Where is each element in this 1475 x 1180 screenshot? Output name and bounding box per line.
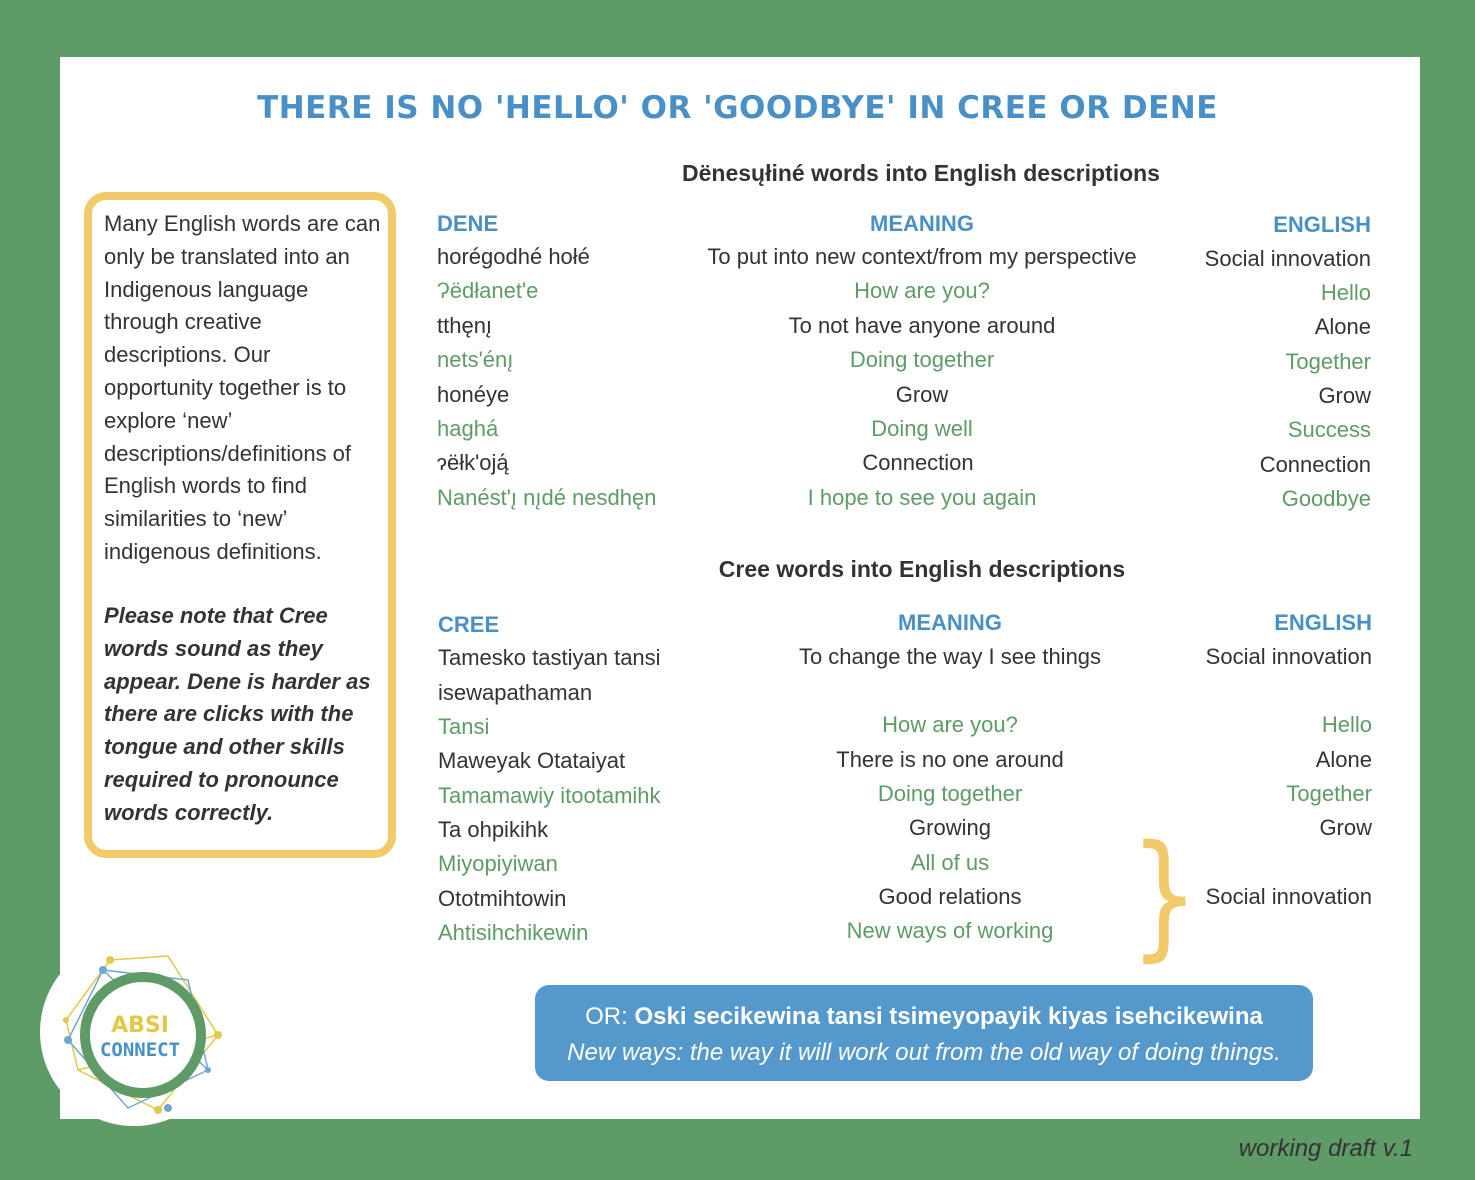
cree-english: Grow <box>1319 815 1372 840</box>
dene-word: Ɂëdłanet'e <box>437 278 539 303</box>
cree-meaning: There is no one around <box>836 747 1064 772</box>
dene-meaning: How are you? <box>854 278 990 303</box>
cree-word: Tamesko tastiyan tansi <box>438 645 661 670</box>
dene-section-heading: Dënesųłiné words into English descriptions <box>682 160 1160 186</box>
page-title: THERE IS NO 'HELLO' OR 'GOODBYE' IN CREE OR DENE <box>257 90 1218 126</box>
dene-meaning: To not have anyone around <box>788 313 1056 338</box>
dene-word: nets'énı̨ <box>437 347 514 372</box>
dene-meaning: I hope to see you again <box>807 485 1037 510</box>
dene-english: Goodbye <box>1281 486 1371 511</box>
cree-section-heading: Cree words into English descriptions <box>718 556 1126 582</box>
dene-english: Success <box>1287 417 1371 442</box>
or-prefix: OR: <box>585 1003 635 1030</box>
dene-english: Social innovation <box>1204 246 1371 271</box>
cree-meaning: Doing together <box>877 781 1023 806</box>
dene-word: Nanést'ı̨ nı̨dé nesdhęn <box>437 485 657 510</box>
dene-english: Grow <box>1318 383 1371 408</box>
cree-word: Miyopiyiwan <box>438 851 558 876</box>
cree-english: Together <box>1286 781 1372 806</box>
cree-meaning: New ways of working <box>846 918 1054 943</box>
dene-word: tthęnı̨ <box>437 313 493 338</box>
cree-grouped-english: Social innovation <box>1205 884 1372 909</box>
phrase-translation: New ways: the way it will work out from the old way of doing things. <box>567 1039 1281 1066</box>
cree-phrase: Oski secikewina tansi tsimeyopayik kiyas isehcikewina <box>634 1003 1263 1030</box>
dene-word: horégodhé hołé <box>437 244 590 269</box>
cree-word: Ototmihtowin <box>438 886 567 911</box>
cree-meaning: How are you? <box>882 712 1018 737</box>
cree-word-continued: isewapathaman <box>438 680 593 705</box>
cree-meaning-header: MEANING <box>898 610 1002 635</box>
cree-english-header: ENGLISH <box>1274 610 1372 635</box>
cree-word: Tansi <box>438 714 490 739</box>
dene-english: Together <box>1285 349 1371 374</box>
cree-meaning: Good relations <box>878 884 1022 909</box>
dene-meaning: Grow <box>895 382 949 407</box>
dene-column-header: DENE <box>437 211 499 236</box>
dene-meaning: Connection <box>862 450 974 475</box>
dene-english-header: ENGLISH <box>1273 212 1371 237</box>
dene-english: Hello <box>1320 280 1371 305</box>
cree-word: Ahtisihchikewin <box>438 920 589 945</box>
cree-english: Social innovation <box>1205 644 1372 669</box>
dene-meaning: To put into new context/from my perspective <box>707 244 1137 269</box>
alternative-phrase <box>535 1003 1313 1031</box>
cree-meaning: To change the way I see things <box>798 644 1102 669</box>
logo-line1: ABSI <box>111 1013 169 1038</box>
cree-word: Tamamawiy itootamihk <box>438 783 661 808</box>
dene-meaning-header: MEANING <box>870 211 974 236</box>
draft-label: working draft v.1 <box>1238 1135 1413 1162</box>
grouping-brace: } <box>1129 817 1199 975</box>
dene-meaning: Doing well <box>871 416 973 441</box>
cree-english: Hello <box>1321 712 1372 737</box>
cree-column-header: CREE <box>438 612 500 637</box>
cree-meaning: All of us <box>910 850 990 875</box>
logo-line2: CONNECT <box>99 1039 181 1061</box>
dene-word: ɂëłk'oją́ <box>437 450 509 475</box>
cree-word: Ta ohpikihk <box>438 817 549 842</box>
note-pronunciation: Please note that Cree words sound as they appear. Dene is harder as there are clicks with the tongue and other skills required to pronounce words correctly. <box>104 603 371 825</box>
dene-english: Alone <box>1314 314 1371 339</box>
absi-connect-logo <box>58 950 228 1120</box>
cree-meaning: Growing <box>909 815 991 840</box>
dene-word: honéye <box>437 382 510 407</box>
cree-word: Maweyak Otataiyat <box>438 748 626 773</box>
cree-english: Alone <box>1315 747 1372 772</box>
dene-meaning: Doing together <box>849 347 995 372</box>
alternative-phrase-box <box>535 985 1313 1081</box>
note-paragraph: Many English words are can only be translated into an Indigenous language through creative descriptions. Our opportunity together is to explore ‘new’ descriptions/definitions of English words to find similarities to ‘new’ indigenous definitions. <box>104 211 381 564</box>
dene-english: Connection <box>1259 452 1371 477</box>
dene-word: haghá <box>437 416 499 441</box>
